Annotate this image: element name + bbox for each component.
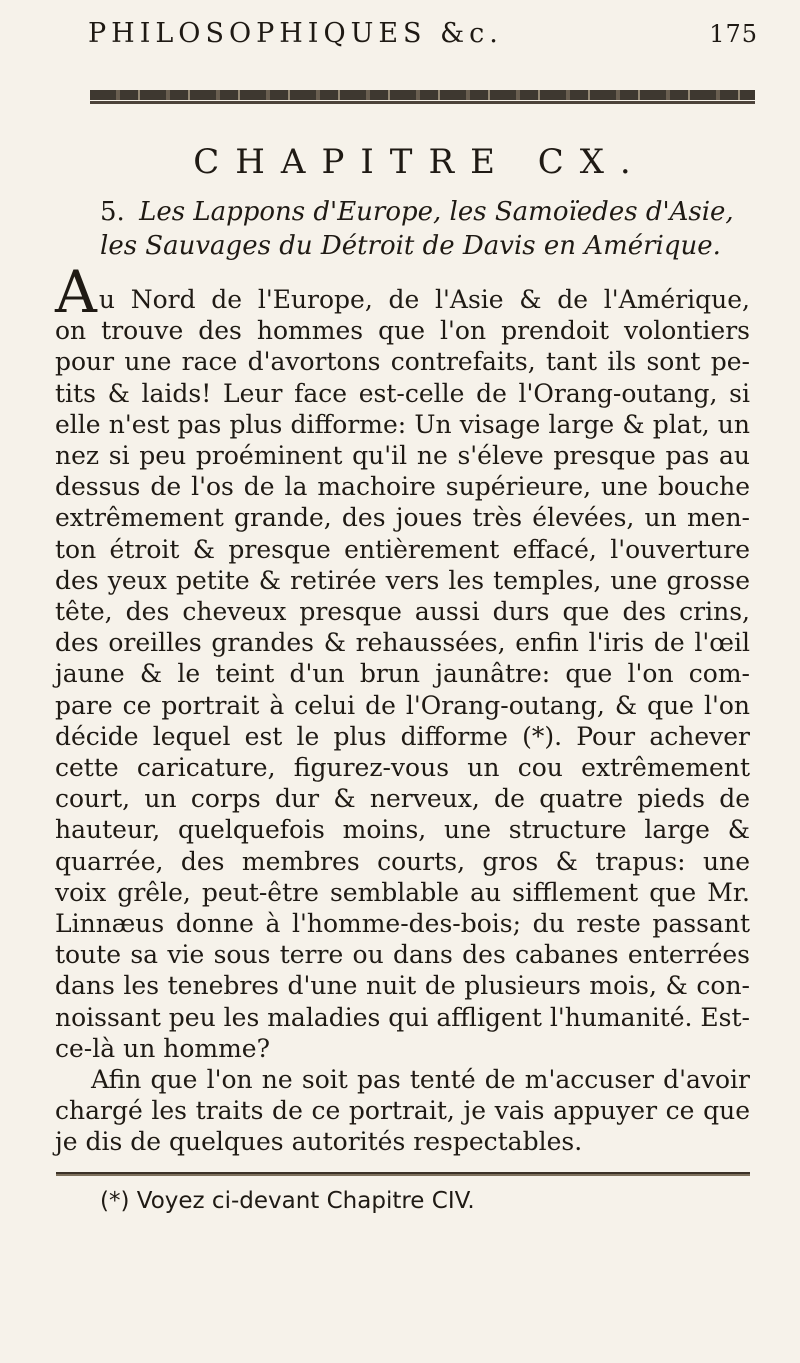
chapter-heading: CHAPITRE CX.	[193, 142, 647, 182]
text-line: court, un corps dur & nerveux, de quatre pieds de	[55, 784, 750, 814]
drop-cap: A	[55, 258, 97, 326]
text-line: extrêmement grande, des joues très élevées, un men-	[55, 503, 750, 533]
text-line: Afin que l'on ne soit pas tenté de m'accuser d'avoir	[91, 1065, 750, 1095]
section-title-text: Les Lappons d'Europe, les Samoïedes d'Asie, les Sauvages du Détroit de Davis en Amérique.	[100, 197, 734, 261]
text-line: Au Nord de l'Europe, de l'Asie & de l'Amérique,	[55, 258, 750, 326]
text-line: décide lequel est le plus difforme (*). Pour achever	[55, 721, 750, 751]
text-line: cette caricature, figurez-vous un cou extrêmement	[55, 753, 750, 783]
text-line: on trouve des hommes que l'on prendoit volontiers	[55, 316, 750, 346]
text-line: ton étroit & presque entièrement effacé, l'ouverture	[55, 534, 750, 564]
text-line: noissant peu les maladies qui affligent l'humanité. Est-	[55, 1002, 750, 1032]
text-line: toute sa vie sous terre ou dans des cabanes enterrées	[55, 940, 750, 970]
footnote-rule	[56, 1172, 750, 1176]
text-line: tits & laids! Leur face est-celle de l'Orang-outang, si	[55, 378, 750, 408]
footnote: (*) Voyez ci-devant Chapitre CIV.	[100, 1188, 475, 1214]
text-line: quarrée, des membres courts, gros & trapus: une	[55, 846, 750, 876]
text-line: pour une race d'avortons contrefaits, tant ils sont pe-	[55, 347, 750, 377]
text-line: je dis de quelques autorités respectables.	[55, 1127, 583, 1157]
running-head	[88, 18, 758, 58]
section-title	[100, 195, 740, 263]
running-title: PHILOSOPHIQUES &c.	[88, 18, 503, 49]
text-line: chargé les traits de ce portrait, je vais appuyer ce que	[55, 1096, 750, 1126]
text-line: hauteur, quelquefois moins, une structure large &	[55, 815, 750, 845]
text-line: Linnæus donne à l'homme-des-bois; du reste passant	[55, 909, 750, 939]
text-line: elle n'est pas plus difforme: Un visage large & plat, un	[55, 409, 750, 439]
text-line: tête, des cheveux presque aussi durs que des crins,	[55, 597, 750, 627]
text-line: voix grêle, peut-être semblable au sifflement que Mr.	[55, 877, 750, 907]
body-text	[55, 258, 750, 1158]
text-line: des oreilles grandes & rehaussées, enfin l'iris de l'œil	[55, 628, 750, 658]
text-line: dessus de l'os de la machoire supérieure, une bouche	[55, 472, 750, 502]
text-line: jaune & le teint d'un brun jaunâtre: que l'on com-	[55, 659, 750, 689]
text-line: pare ce portrait à celui de l'Orang-outang, & que l'on	[55, 690, 750, 720]
section-number: 5.	[100, 197, 125, 227]
ornamental-rule	[90, 90, 755, 100]
text-line: dans les tenebres d'une nuit de plusieurs mois, & con-	[55, 971, 750, 1001]
text-line: des yeux petite & retirée vers les temples, une grosse	[55, 565, 750, 595]
text-line: nez si peu proéminent qu'il ne s'éleve presque pas au	[55, 441, 750, 471]
text-line: ce-là un homme?	[55, 1033, 271, 1063]
page-number: 175	[709, 20, 758, 48]
